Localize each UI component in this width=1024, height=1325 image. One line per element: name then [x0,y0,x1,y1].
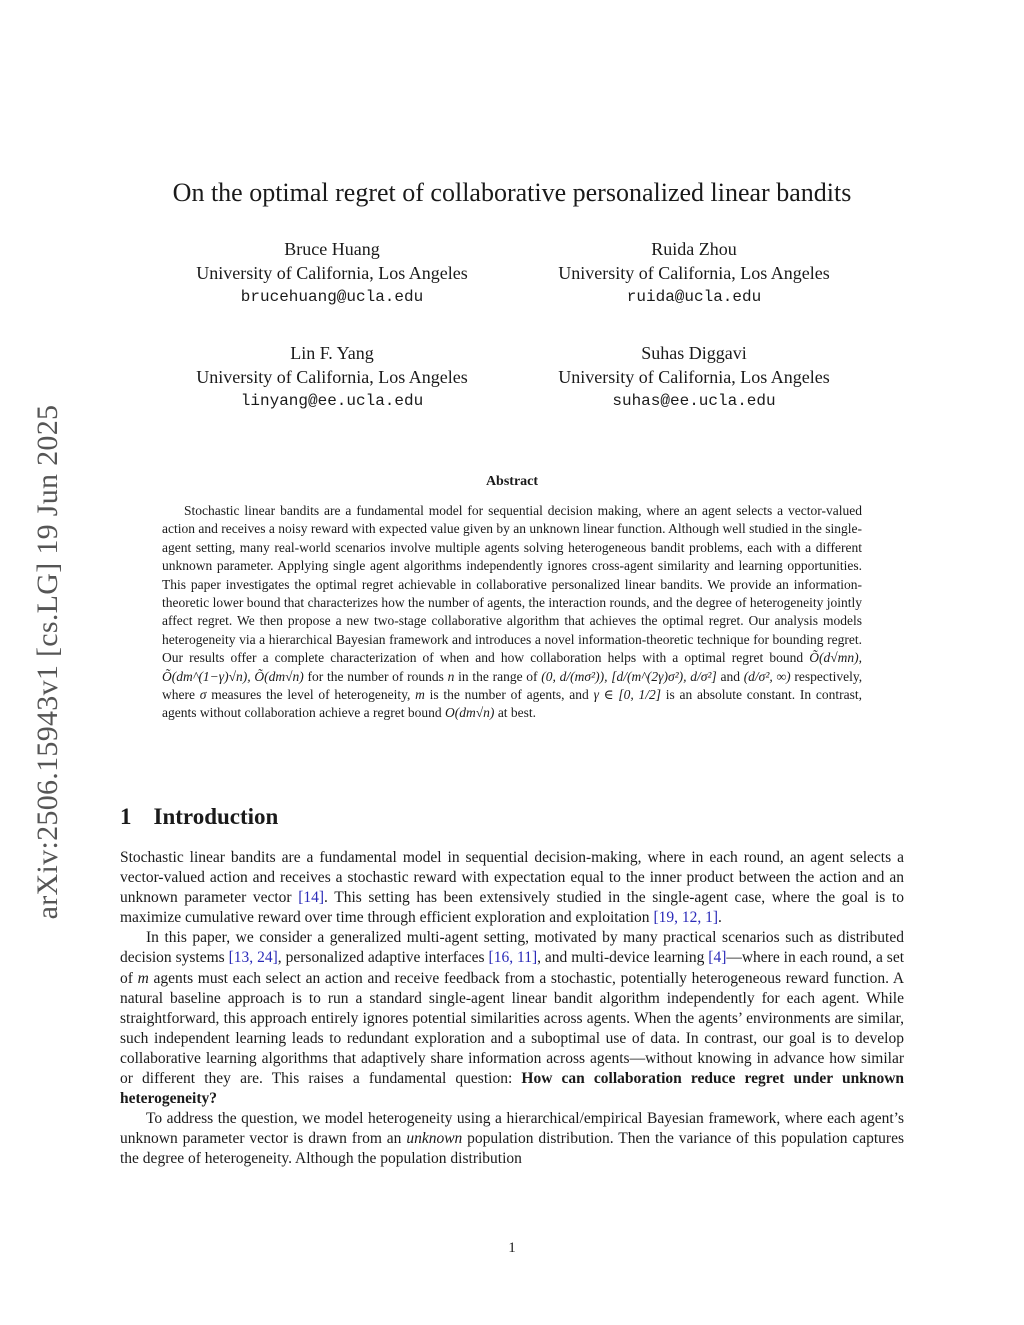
abstract-text: for the number of rounds [307,668,444,684]
body-text: —where in each round, a set of [120,949,905,987]
citation-link[interactable]: [19, 12, 1] [653,909,719,927]
abstract-text: is the number of agents, and [429,687,589,703]
body-text: . [718,909,722,927]
body-text: , personalized adaptive interfaces [277,949,485,967]
author-block [514,237,874,309]
author-name: Suhas Diggavi [641,343,747,363]
regret-bound: Õ(dm√n) [254,668,304,684]
body-text: agents must each select an action and receive feedback from a stochastic, potentially heterogeneous reward function. A natural baseline approach is to run a standard single-agent linear bandit algorithm independently for each agent. While straightforward, this approach entirely ignores potential similarities across agents. When the agents’ environments are similar, such independent learning leads to redundant exploration and a suboptimal use of data. In contrast, our goal is to develop collaborative learning algorithms that adaptively share information across agents—without knowing in advance how similar or different they are. This raises a fundamental question: [120,969,905,1088]
author-affiliation: University of California, Los Angeles [558,367,830,387]
round-range: (d/σ², ∞) [743,668,791,684]
key-question: How can collaboration reduce regret under unknown heterogeneity? [120,1070,905,1108]
author-affiliation: University of California, Los Angeles [196,263,468,283]
author-block [514,341,874,413]
author-block [152,237,512,309]
citation-link[interactable]: [13, 24] [228,949,278,967]
gamma-range: γ ∈ [0, 1/2] [593,687,662,703]
section-number: 1 [120,804,132,829]
author-block [152,341,512,413]
abstract-text: measures the level of heterogeneity, [211,687,411,703]
abstract-text: and [720,668,740,684]
math-var: σ [199,687,207,703]
author-affiliation: University of California, Los Angeles [196,367,468,387]
abstract-body [162,502,862,723]
abstract-paragraph [162,502,862,723]
author-email: brucehuang@ucla.edu [240,288,424,306]
math-var: m [415,687,425,703]
abstract-text: Stochastic linear bandits are a fundamental model for sequential decision making, where an agent selects a vector-valued action and receives a noisy reward with expected value given by an unknown linear function. Although well studied in the single-agent setting, many real-world scenarios involve multiple agents solving heterogeneous bandit problems, each with a different unknown parameter. Applying single agent algorithms independently ignores cross-agent similarity and learning opportunities. This paper investigates the optimal regret achievable in collaborative personalized linear bandits. We provide an information-theoretic lower bound that characterizes how the number of agents, the interaction rounds, and the degree of heterogeneity jointly affect regret. We then propose a new two-stage collaborative algorithm that achieves the optimal regret. Our analysis models heterogeneity via a hierarchical Bayesian framework and introduces a novel information-theoretic technique for bounding regret. Our results offer a complete characterization of when and how collaboration helps with a optimal regret bound [162,503,862,666]
intro-body [120,848,904,1170]
arxiv-identifier: arXiv:2506.15943v1 [cs.LG] 19 Jun 2025 [31,404,64,920]
section-title: Introduction [153,804,279,829]
author-name: Bruce Huang [284,239,380,259]
body-text: , and multi-device learning [537,949,705,967]
round-range: [d/(m^(2γ)σ²), d/σ²] [611,668,717,684]
author-email: linyang@ee.ucla.edu [240,392,424,410]
regret-bound: O(dm√n) [445,705,495,721]
author-email: ruida@ucla.edu [626,288,762,306]
intro-paragraph [120,848,904,928]
citation-link[interactable]: [4] [708,949,727,967]
abstract-text: is an absolute constant. In contrast, agents without collaboration achieve a regret bound [162,687,863,721]
paper-title: On the optimal regret of collaborative personalized linear bandits [172,178,852,207]
regret-bound: Õ(d√mn), [809,650,863,666]
citation-link[interactable]: [16, 11] [488,949,538,967]
page-number: 1 [508,1240,516,1256]
body-text: In this paper, we consider a generalized multi-agent setting, motivated by many practical scenarios such as distributed decision systems [120,929,904,967]
body-text: . This setting has been extensively studied in the single-agent case, where the goal is to maximize cumulative reward over time through efficient exploration and exploitation [120,889,904,927]
author-email: suhas@ee.ucla.edu [612,392,776,410]
abstract-text: at best. [497,705,537,721]
body-text: Stochastic linear bandits are a fundamental model in sequential decision-making, where in each round, an agent selects a vector-valued action and receives a stochastic reward with expectation equal to the inner product between the action and an unknown parameter vector [120,849,904,907]
author-name: Lin F. Yang [290,343,374,363]
math-var: n [447,668,455,684]
abstract-text: respectively, where [162,668,863,703]
round-range: (0, d/(mσ²)), [541,668,608,684]
body-text: population distribution. Then the variance of this population captures the degree of heterogeneity. Although the population distribution [120,1130,905,1168]
author-affiliation: University of California, Los Angeles [558,263,830,283]
intro-paragraph [120,1109,904,1169]
abstract-heading: Abstract [485,474,539,489]
citation-link[interactable]: [14] [298,889,325,907]
math-var: m [137,969,149,987]
body-text: To address the question, we model heterogeneity using a hierarchical/empirical Bayesian framework, where each agent’s unknown parameter vector is drawn from an [120,1110,904,1148]
regret-bound: Õ(dm^(1−γ)√n), [162,668,251,684]
abstract-text: in the range of [458,668,538,684]
author-name: Ruida Zhou [651,239,737,259]
emphasis-text: unknown [406,1130,463,1148]
section-heading [120,804,278,830]
intro-paragraph [120,928,904,1109]
